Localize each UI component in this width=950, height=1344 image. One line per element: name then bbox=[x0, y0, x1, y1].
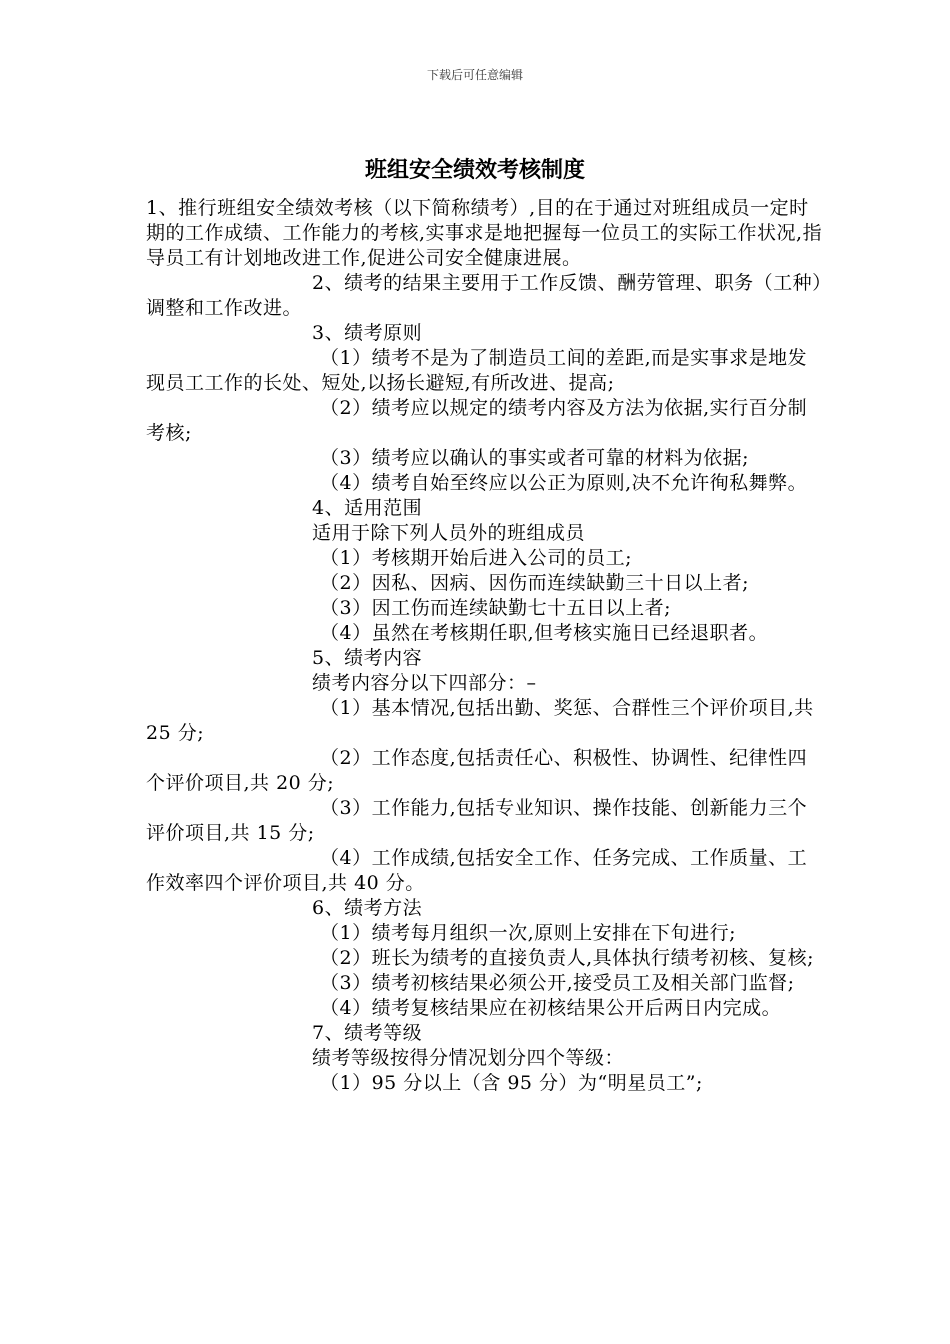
list-item: （4）绩考复核结果应在初核结果公开后两日内完成。 bbox=[320, 997, 782, 1019]
paragraph-2: 2、绩考的结果主要用于工作反馈、酬劳管理、职务（工种）调整和工作改进。 bbox=[146, 272, 823, 319]
section-heading-5: 5、绩考内容 bbox=[312, 647, 423, 669]
header-note: 下载后可任意编辑 bbox=[426, 68, 523, 82]
section-intro: 绩考内容分以下四部分：– bbox=[312, 672, 537, 694]
list-item: （4）绩考自始至终应以公正为原则,决不允许徇私舞弊。 bbox=[320, 472, 808, 494]
section-heading-3: 3、绩考原则 bbox=[312, 322, 423, 344]
list-item: （1）绩考每月组织一次,原则上安排在下旬进行; bbox=[320, 922, 737, 944]
section-intro: 绩考等级按得分情况划分四个等级： bbox=[312, 1047, 625, 1069]
list-item: （3）绩考应以确认的事实或者可靠的材料为依据; bbox=[320, 447, 749, 469]
document-body bbox=[146, 196, 826, 1096]
list-item: （2）工作态度,包括责任心、积极性、协调性、纪律性四个评价项目,共 20 分; bbox=[146, 747, 808, 794]
document-title: 班组安全绩效考核制度 bbox=[364, 158, 585, 183]
list-item: （1）绩考不是为了制造员工间的差距,而是实事求是地发现员工工作的长处、短处,以扬长避短,有所改进、提高; bbox=[146, 347, 808, 394]
list-item: （4）虽然在考核期任职,但考核实施日已经退职者。 bbox=[320, 622, 769, 644]
list-item: （3）绩考初核结果必须公开,接受员工及相关部门监督; bbox=[320, 972, 795, 994]
list-item: （2）绩考应以规定的绩考内容及方法为依据,实行百分制考核; bbox=[146, 397, 808, 444]
section-heading-4: 4、适用范围 bbox=[312, 497, 423, 519]
section-heading-6: 6、绩考方法 bbox=[312, 897, 423, 919]
list-item: （3）因工伤而连续缺勤七十五日以上者; bbox=[320, 597, 671, 619]
list-item: （2）因私、因病、因伤而连续缺勤三十日以上者; bbox=[320, 572, 749, 594]
list-item: （3）工作能力,包括专业知识、操作技能、创新能力三个评价项目,共 15 分; bbox=[146, 797, 808, 844]
section-intro: 适用于除下列人员外的班组成员 bbox=[312, 522, 586, 544]
paragraph-1: 1、推行班组安全绩效考核（以下简称绩考）,目的在于通过对班组成员一定时期的工作成绩、工作能力的考核,实事求是地把握每一位员工的实际工作状况,指导员工有计划地改进工作,促进公司安全健康进展。 bbox=[146, 197, 823, 269]
list-item: （2）班长为绩考的直接负责人,具体执行绩考初核、复核; bbox=[320, 947, 815, 969]
list-item: （1）95 分以上（含 95 分）为“明星员工”; bbox=[320, 1072, 703, 1094]
list-item: （1）考核期开始后进入公司的员工; bbox=[320, 547, 632, 569]
section-heading-7: 7、绩考等级 bbox=[312, 1022, 423, 1044]
list-item: （1）基本情况,包括出勤、奖惩、合群性三个评价项目,共 25 分; bbox=[146, 697, 814, 744]
list-item: （4）工作成绩,包括安全工作、任务完成、工作质量、工作效率四个评价项目,共 40 分。 bbox=[146, 847, 808, 894]
